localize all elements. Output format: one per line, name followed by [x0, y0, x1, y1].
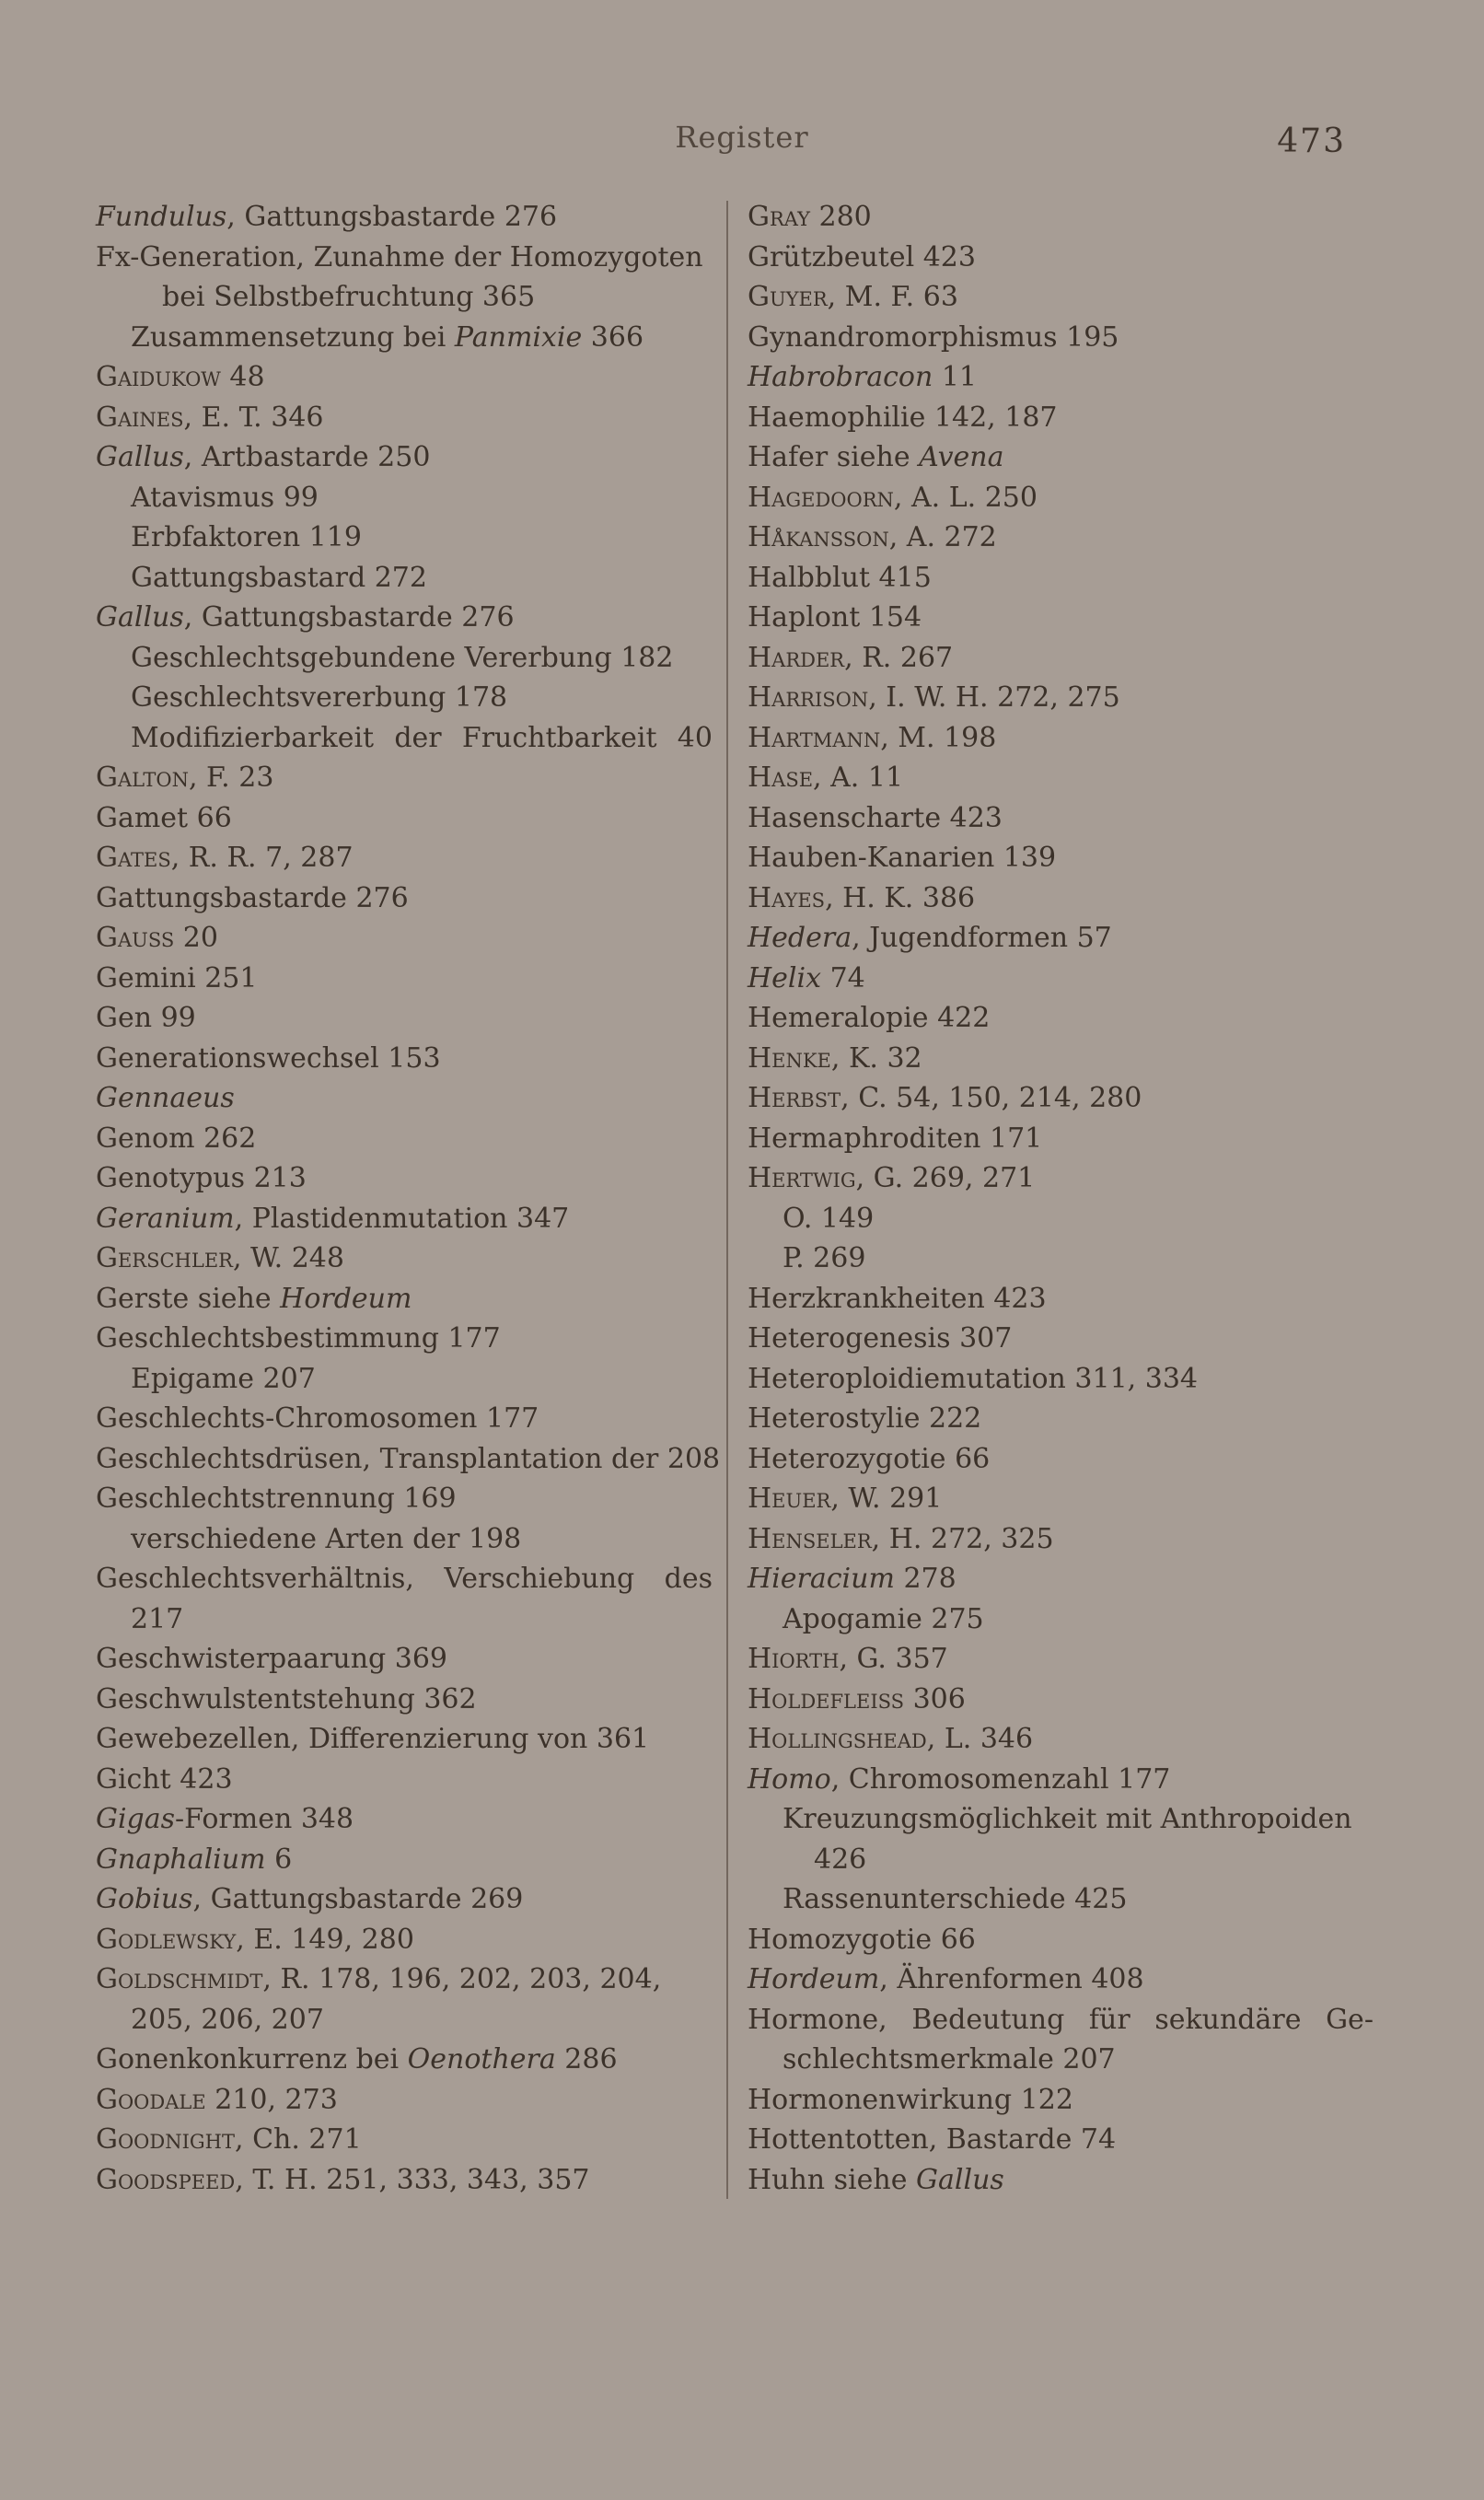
- index-entry: [96, 1238, 713, 1279]
- index-subentry: [96, 318, 713, 358]
- index-entry: [748, 1158, 1374, 1199]
- index-author-name: Henke: [748, 1041, 831, 1075]
- index-entry: [748, 277, 1374, 318]
- index-term-italic: Oenothera: [407, 2043, 556, 2076]
- index-text: Gonenkonkurrenz bei: [96, 2043, 408, 2076]
- index-text: 280: [809, 201, 872, 233]
- index-author-name: Hiorth: [748, 1643, 840, 1675]
- index-text: Gewebezellen, Differenzierung von 361: [96, 1723, 650, 1755]
- index-text: Geschlechtsdrüsen, Transplantation der 208: [96, 1442, 721, 1475]
- index-entry: [748, 959, 1374, 999]
- index-word: Geschlechtsverhältnis,: [96, 1563, 414, 1595]
- index-text: Hormonenwirkung 122: [748, 2083, 1073, 2116]
- index-text: Gerste siehe: [96, 1282, 281, 1315]
- index-entry: [748, 1760, 1374, 1800]
- index-text: Geschwulstentstehung 362: [96, 1682, 477, 1715]
- index-entry: [748, 437, 1374, 478]
- index-entry: [96, 1639, 713, 1680]
- index-subentry: [748, 1199, 1374, 1239]
- index-subentry: [748, 1799, 1374, 1840]
- index-text: 205, 206, 207: [131, 2003, 324, 2036]
- index-text: Huhn siehe: [748, 2163, 917, 2196]
- index-word: Hormone,: [748, 2003, 887, 2036]
- index-author-name: Goodnight: [96, 2123, 236, 2156]
- index-subentry: [96, 1519, 713, 1560]
- index-term-italic: Hordeum: [748, 1963, 880, 1995]
- index-text: Hermaphroditen 171: [748, 1122, 1043, 1155]
- index-term-italic: Gigas: [96, 1803, 176, 1835]
- running-header: Register: [675, 120, 809, 155]
- index-entry: [96, 1319, 713, 1359]
- index-text: schlechtsmerkmale 207: [783, 2043, 1116, 2076]
- index-text: Heteroploidiemutation 311, 334: [748, 1362, 1199, 1395]
- index-entry: [748, 1519, 1374, 1560]
- index-entry: [96, 1879, 713, 1920]
- index-text: Hemeralopie 422: [748, 1002, 991, 1034]
- index-entry: [748, 2080, 1374, 2121]
- index-entry: [96, 398, 713, 438]
- index-entry: [96, 598, 713, 638]
- index-subentry: [96, 1359, 713, 1400]
- index-entry: [748, 1680, 1374, 1720]
- index-subentry: [96, 517, 713, 558]
- index-text: , Chromosomenzahl 177: [830, 1762, 1171, 1796]
- index-author-name: Godlewsky: [96, 1923, 237, 1956]
- index-entry: [748, 678, 1374, 718]
- index-term-italic: Gennaeus: [96, 1082, 235, 1114]
- index-entry: [96, 1799, 713, 1840]
- index-text: , H. K. 386: [825, 881, 976, 914]
- index-text: Gamet 66: [96, 801, 232, 834]
- index-term-italic: Habrobracon: [748, 361, 933, 393]
- index-author-name: Galton: [96, 762, 189, 794]
- index-text: , R. 267: [844, 641, 954, 674]
- index-text: , M. 198: [880, 721, 997, 754]
- index-text: , G. 269, 271: [855, 1162, 1036, 1194]
- index-entry: [96, 1119, 713, 1159]
- index-text: Halbblut 415: [748, 561, 932, 594]
- index-text: Gicht 423: [96, 1762, 233, 1796]
- index-subentry: [96, 277, 713, 318]
- index-entry: [96, 798, 713, 839]
- index-text: Hafer siehe: [748, 441, 920, 473]
- index-text: Geschwisterpaarung 369: [96, 1643, 448, 1675]
- index-entry: [96, 2120, 713, 2160]
- index-text: Rassenunterschiede 425: [783, 1883, 1128, 1915]
- index-text: , H. 272, 325: [871, 1522, 1054, 1555]
- index-text: Gattungsbastard 272: [131, 561, 427, 594]
- index-entry: [748, 197, 1374, 238]
- index-author-name: Hagedoorn: [748, 481, 894, 514]
- index-text: Grützbeutel 423: [748, 240, 976, 273]
- index-entry: [96, 1920, 713, 1960]
- index-author-name: Holdefleiss: [748, 1682, 905, 1715]
- index-text: 20: [174, 922, 218, 954]
- index-entry: [748, 718, 1374, 759]
- index-author-name: Gaidukow: [96, 361, 221, 393]
- index-term-italic: Gallus: [96, 601, 184, 634]
- index-text: , A. L. 250: [893, 481, 1038, 514]
- index-text: Hasenscharte 423: [748, 801, 1003, 834]
- index-entry: [748, 478, 1374, 518]
- index-author-name: Hertwig: [748, 1162, 856, 1194]
- index-text: P. 269: [783, 1242, 866, 1274]
- index-text: , A. 272: [888, 521, 997, 553]
- index-entry: [748, 878, 1374, 919]
- index-entry: [748, 1359, 1374, 1400]
- index-text: 6: [265, 1843, 293, 1876]
- index-author-name: Herbst: [748, 1082, 841, 1114]
- index-text: , Plastidenmutation 347: [234, 1202, 570, 1235]
- index-text: , Artbastarde 250: [183, 441, 431, 473]
- index-word: des: [664, 1563, 713, 1595]
- index-word: sekundäre: [1154, 2003, 1302, 2036]
- index-term-italic: Hieracium: [748, 1563, 895, 1595]
- index-term-italic: Hedera: [748, 922, 852, 954]
- index-text: , Gattungsbastarde 276: [226, 201, 558, 233]
- index-entry: [96, 959, 713, 999]
- index-author-name: Goldschmidt: [96, 1963, 263, 1995]
- index-text: Hauben-Kanarien 139: [748, 842, 1057, 874]
- index-text: Homozygotie 66: [748, 1923, 976, 1956]
- index-entry: [96, 357, 713, 398]
- index-text: Generationswechsel 153: [96, 1041, 441, 1075]
- index-text: , T. H. 251, 333, 343, 357: [235, 2163, 590, 2196]
- index-entry: [748, 517, 1374, 558]
- index-entry: [748, 798, 1374, 839]
- index-term-italic: Fundulus: [96, 201, 227, 233]
- index-entry: [96, 2160, 713, 2201]
- index-entry: [96, 1439, 721, 1480]
- index-entry: [96, 878, 713, 919]
- index-text: , I. W. H. 272, 275: [868, 681, 1120, 714]
- index-entry: [748, 598, 1374, 638]
- index-entry: [96, 197, 713, 238]
- index-term-italic: Hordeum: [280, 1282, 412, 1315]
- index-text: , Ch. 271: [235, 2123, 362, 2156]
- index-text: , Gattungsbastarde 276: [183, 601, 515, 634]
- index-subentry: [96, 718, 713, 759]
- index-entry: [748, 558, 1374, 599]
- index-word: Modifizierbarkeit: [131, 721, 375, 754]
- index-text: Epigame 207: [131, 1362, 316, 1395]
- index-text: Gen 99: [96, 1002, 196, 1034]
- index-entry: [748, 918, 1374, 959]
- index-entry: [96, 838, 713, 878]
- index-entry: [748, 238, 1374, 278]
- index-entry: [748, 838, 1374, 878]
- index-text: , A. 11: [813, 762, 904, 794]
- index-text: , G. 357: [839, 1643, 948, 1675]
- index-text: Genom 262: [96, 1122, 257, 1155]
- index-text: Gattungsbastarde 276: [96, 881, 409, 914]
- index-text: 426: [814, 1843, 867, 1876]
- index-text: , R. R. 7, 287: [170, 842, 354, 874]
- index-entry: [96, 1959, 713, 2000]
- index-text: Apogamie 275: [783, 1602, 984, 1635]
- index-text: 278: [894, 1563, 956, 1595]
- index-author-name: Goodspeed: [96, 2163, 236, 2196]
- index-text: , M. F. 63: [827, 281, 958, 313]
- index-subentry: [748, 2040, 1374, 2080]
- index-author-name: Gates: [96, 842, 171, 874]
- index-author-name: Hartmann: [748, 721, 881, 754]
- index-text: Kreuzungsmöglichkeit mit Anthropoiden: [783, 1803, 1352, 1835]
- index-term-italic: Gobius: [96, 1883, 193, 1915]
- index-text: Geschlechts-Chromosomen 177: [96, 1402, 539, 1435]
- index-text: Geschlechtsvererbung 178: [131, 681, 508, 714]
- index-text: , Jugendformen 57: [852, 922, 1112, 954]
- index-text: 286: [555, 2043, 618, 2076]
- index-entry: [96, 1078, 713, 1119]
- index-entry: [748, 1119, 1374, 1159]
- index-author-name: Hase: [748, 762, 814, 794]
- index-text: Heterogenesis 307: [748, 1322, 1013, 1355]
- index-text: Atavismus 99: [131, 481, 319, 514]
- index-term-italic: Gallus: [916, 2163, 1004, 2196]
- index-text: Zusammensetzung bei: [131, 320, 455, 354]
- index-text: bei Selbstbefruchtung 365: [162, 281, 536, 313]
- index-author-name: Gaines: [96, 401, 184, 434]
- index-term-italic: Homo: [748, 1762, 831, 1796]
- page-number: 473: [1277, 122, 1346, 160]
- index-entry: [748, 1920, 1374, 1960]
- index-entry: [748, 1039, 1374, 1079]
- index-subentry: [96, 678, 713, 718]
- index-entry: [96, 1680, 713, 1720]
- index-text: , L. 346: [926, 1723, 1034, 1755]
- index-entry: [96, 758, 713, 798]
- index-entry: [748, 1559, 1374, 1599]
- index-subentry: [748, 1879, 1374, 1920]
- index-entry: [96, 1158, 713, 1199]
- index-entry: [96, 1479, 713, 1519]
- index-word: 40: [677, 721, 713, 754]
- index-entry: [96, 2040, 713, 2080]
- index-text: Hottentotten, Bastarde 74: [748, 2123, 1117, 2156]
- index-entry: [748, 2120, 1374, 2160]
- index-subentry: [96, 1599, 713, 1640]
- index-word: der: [394, 721, 442, 754]
- index-entry: [748, 357, 1374, 398]
- index-text: verschiedene Arten der 198: [131, 1522, 522, 1555]
- index-word: Verschiebung: [444, 1563, 635, 1595]
- index-author-name: Harder: [748, 641, 845, 674]
- index-subentry: [748, 1238, 1374, 1279]
- index-entry: [96, 238, 713, 278]
- index-entry: [96, 1840, 713, 1880]
- index-text: Gynandromorphismus 195: [748, 320, 1119, 354]
- index-text: , E. T. 346: [183, 401, 324, 434]
- index-author-name: Goodale: [96, 2083, 206, 2116]
- index-term-italic: Gnaphalium: [96, 1843, 266, 1876]
- index-text: 217: [131, 1602, 184, 1635]
- index-author-name: Håkansson: [748, 521, 889, 553]
- index-entry: [748, 998, 1374, 1039]
- index-author-name: Gray: [748, 201, 810, 233]
- index-text: Gemini 251: [96, 961, 258, 994]
- index-word: Ge-: [1326, 2003, 1374, 2036]
- index-text: 11: [933, 361, 977, 393]
- index-entry: [748, 1639, 1374, 1680]
- index-entry: [96, 437, 713, 478]
- index-subentry: [96, 2000, 713, 2041]
- index-text: 210, 273: [205, 2083, 338, 2116]
- index-text: , K. 32: [830, 1041, 922, 1075]
- index-text: , R. 178, 196, 202, 203, 204,: [262, 1963, 662, 1995]
- index-text: Haemophilie 142, 187: [748, 401, 1058, 434]
- index-entry: [748, 2000, 1374, 2041]
- index-term-italic: Geranium: [96, 1202, 235, 1235]
- index-entry: [96, 1399, 713, 1439]
- index-entry: [748, 2160, 1374, 2201]
- index-text: Herzkrankheiten 423: [748, 1282, 1047, 1315]
- index-author-name: Guyer: [748, 281, 828, 313]
- index-entry: [96, 1199, 713, 1239]
- index-word: Fruchtbarkeit: [461, 721, 657, 754]
- index-author-name: Heuer: [748, 1483, 831, 1515]
- index-subentry: [96, 638, 713, 679]
- index-entry: [96, 1559, 713, 1599]
- index-entry: [748, 1719, 1374, 1760]
- index-entry: [748, 1399, 1374, 1439]
- index-text: -Formen 348: [175, 1803, 354, 1835]
- index-text: Haplont 154: [748, 601, 922, 634]
- index-subentry: [748, 1599, 1374, 1640]
- index-author-name: Hayes: [748, 881, 826, 914]
- index-entry: [748, 1078, 1374, 1119]
- index-subentry: [96, 478, 713, 518]
- index-text: 48: [220, 361, 265, 393]
- index-entry: [96, 1760, 713, 1800]
- index-text: Geschlechtstrennung 169: [96, 1483, 457, 1515]
- index-text: O. 149: [783, 1202, 875, 1235]
- index-text: , Gattungsbastarde 269: [192, 1883, 524, 1915]
- index-term-italic: Gallus: [96, 441, 184, 473]
- index-text: 74: [821, 961, 865, 994]
- index-author-name: Henseler: [748, 1522, 872, 1555]
- index-subentry: [96, 558, 713, 599]
- index-entry: [748, 1319, 1374, 1359]
- index-text: Heterozygotie 66: [748, 1442, 991, 1475]
- index-entry: [96, 1279, 713, 1320]
- index-text: Heterostylie 222: [748, 1402, 982, 1435]
- index-entry: [748, 1279, 1374, 1320]
- index-column-left: [96, 197, 721, 2200]
- index-entry: [748, 398, 1374, 438]
- index-word: Bedeutung: [911, 2003, 1065, 2036]
- index-text: , Ährenformen 408: [879, 1963, 1144, 1995]
- index-author-name: Gauss: [96, 922, 175, 954]
- index-text: , W. 248: [232, 1242, 344, 1274]
- index-term-italic: Panmixie: [454, 320, 583, 354]
- index-entry: [748, 1959, 1374, 2000]
- index-author-name: Hollingshead: [748, 1723, 927, 1755]
- index-author-name: Gerschler: [96, 1242, 233, 1274]
- index-entry: [748, 1479, 1374, 1519]
- column-divider: [726, 201, 728, 2199]
- index-entry: [96, 1719, 713, 1760]
- index-text: 366: [582, 320, 644, 354]
- index-text: 306: [904, 1682, 966, 1715]
- index-entry: [748, 758, 1374, 798]
- index-subentry: [748, 1840, 1374, 1880]
- index-entry: [748, 1439, 1374, 1480]
- index-entry: [96, 1039, 713, 1079]
- index-entry: [96, 2080, 713, 2121]
- index-entry: [748, 318, 1374, 358]
- index-term-italic: Helix: [748, 961, 822, 994]
- index-text: Genotypus 213: [96, 1162, 307, 1194]
- index-text: Geschlechtsbestimmung 177: [96, 1322, 501, 1355]
- index-text: , W. 291: [830, 1483, 943, 1515]
- index-text: Erbfaktoren 119: [131, 521, 362, 553]
- index-term-italic: Avena: [919, 441, 1004, 473]
- index-author-name: Harrison: [748, 681, 869, 714]
- index-text: Geschlechtsgebundene Vererbung 182: [131, 641, 674, 674]
- index-entry: [748, 638, 1374, 679]
- index-text: , E. 149, 280: [236, 1923, 414, 1956]
- index-word: für: [1088, 2003, 1130, 2036]
- index-text: , C. 54, 150, 214, 280: [841, 1082, 1142, 1114]
- index-text: , F. 23: [188, 762, 274, 794]
- index-entry: [96, 918, 713, 959]
- index-text: Fx-Generation, Zunahme der Homozygoten: [96, 240, 703, 273]
- index-entry: [96, 998, 713, 1039]
- index-column-right: [748, 197, 1374, 2200]
